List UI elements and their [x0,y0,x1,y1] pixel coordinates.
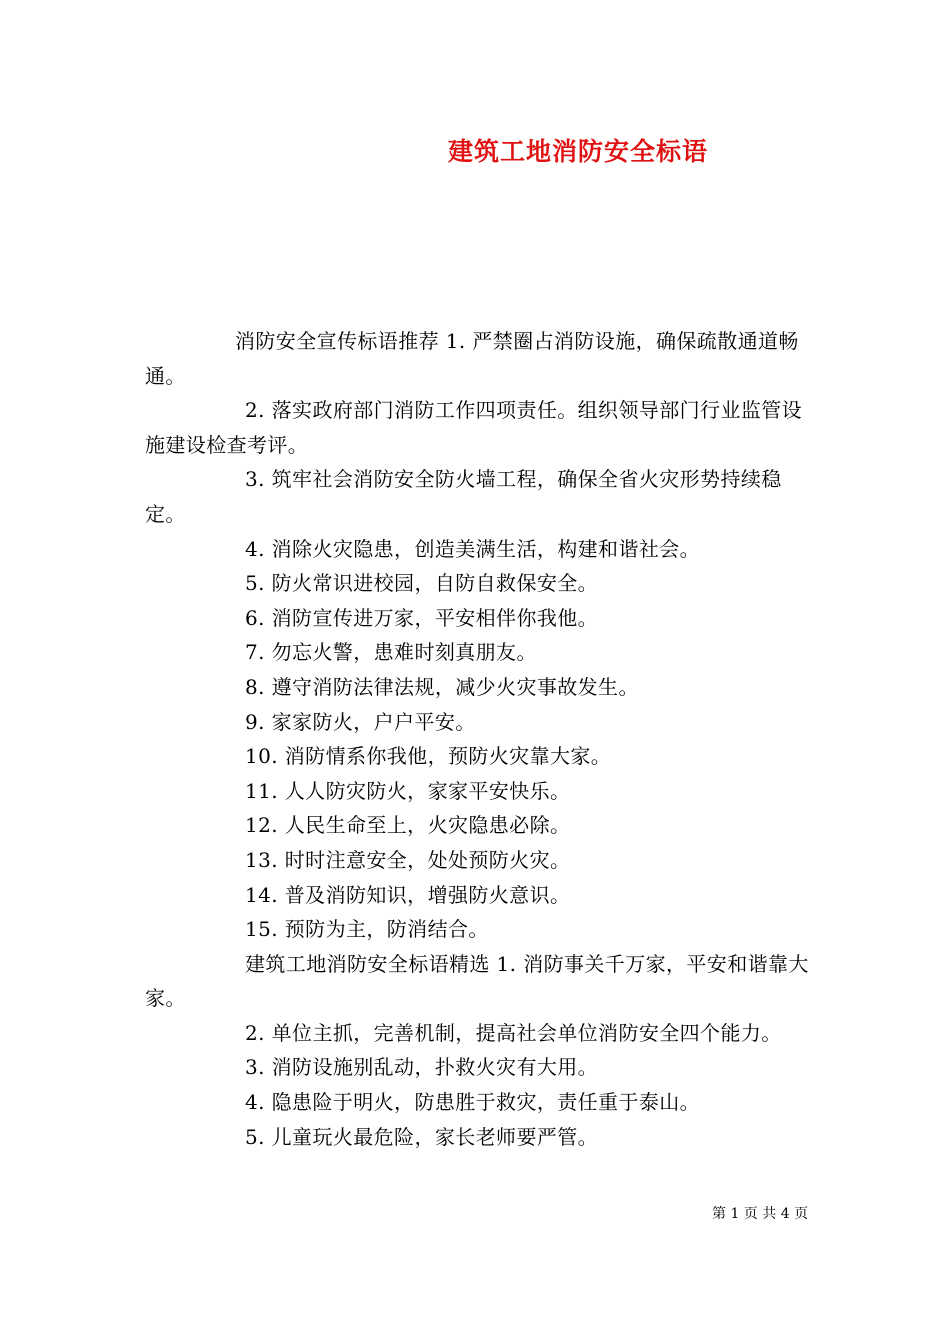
paragraph: 4. 隐患险于明火，防患胜于救灾，责任重于泰山。 [245,1090,701,1115]
paragraph: 13. 时时注意安全，处处预防火灾。 [245,847,571,872]
paragraph: 9. 家家防火，户户平安。 [245,709,476,734]
document-body [145,324,815,1154]
paragraph: 5. 防火常识进校园，自防自救保安全。 [245,571,599,596]
document-title: 建筑工地消防安全标语 [447,137,708,166]
paragraph: 3. 筑牢社会消防安全防火墙工程，确保全省火灾形势持续稳定。 [145,467,782,526]
paragraph: 14. 普及消防知识，增强防火意识。 [245,882,571,907]
paragraph: 3. 消防设施别乱动，扑救火灾有大用。 [245,1055,599,1080]
page-number-footer: 第 1 页 共 4 页 [712,1206,809,1222]
paragraph: 6. 消防宣传进万家，平安相伴你我他。 [245,605,599,630]
paragraph: 2. 落实政府部门消防工作四项责任。组织领导部门行业监管设施建设检查考评。 [145,398,803,457]
paragraph: 10. 消防情系你我他，预防火灾靠大家。 [245,744,612,769]
paragraph: 4. 消除火灾隐患，创造美满生活，构建和谐社会。 [245,536,701,561]
paragraph: 建筑工地消防安全标语精选 1. 消防事关千万家，平安和谐靠大家。 [145,951,809,1011]
paragraph: 7. 勿忘火警，患难时刻真朋友。 [245,640,537,665]
paragraph: 2. 单位主抓，完善机制，提高社会单位消防安全四个能力。 [245,1020,782,1045]
paragraph: 消防安全宣传标语推荐 1. 严禁圈占消防设施，确保疏散通道畅通。 [145,329,799,388]
paragraph: 15. 预防为主，防消结合。 [245,917,489,942]
paragraph: 8. 遵守消防法律法规，减少火灾事故发生。 [245,674,639,699]
paragraph: 5. 儿童玩火最危险，家长老师要严管。 [245,1124,599,1149]
paragraph: 11. 人人防灾防火，家家平安快乐。 [245,778,571,803]
paragraph: 12. 人民生命至上，火灾隐患必除。 [245,813,571,838]
